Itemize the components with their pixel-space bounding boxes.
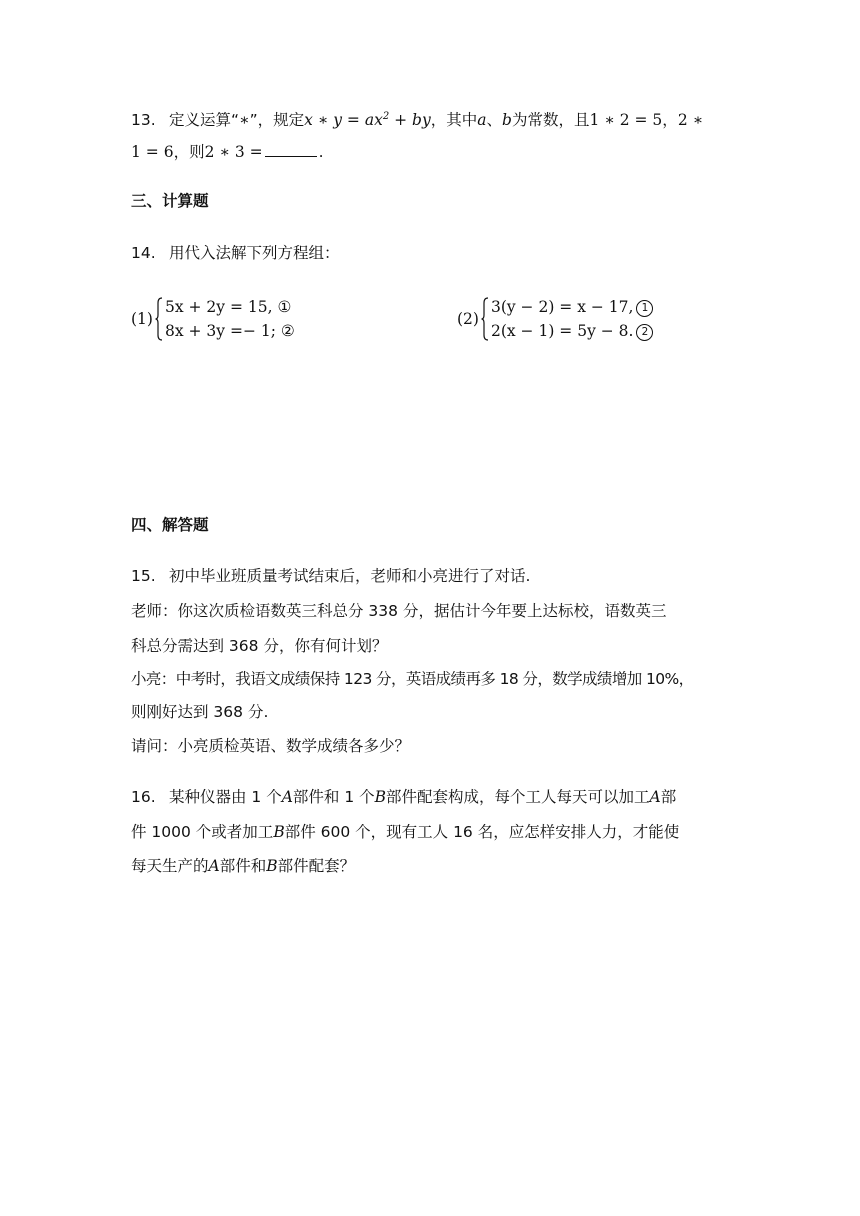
- question-15-line-2: 老师：你这次质检语数英三科总分 338 分，据估计今年要上达标校，语数英三: [131, 602, 667, 620]
- question-14-line: 14. 用代入法解下列方程组：: [131, 244, 340, 262]
- circled-one-icon: 1: [636, 300, 653, 317]
- question-15-line-6: 请问：小亮质检英语、数学成绩各多少？: [131, 737, 411, 755]
- question-16-number: 16.: [131, 788, 156, 806]
- question-16-line-3: 每天生产的A部件和B部件配套？: [131, 857, 356, 875]
- question-16-line-1: 16. 某种仪器由 1 个A部件和 1 个B部件配套构成，每个工人每天可以加工A部: [131, 788, 677, 806]
- operation-definition: x ∗ $y = ax^2$ + by: [304, 111, 431, 130]
- question-13-line-1: 13. 定义运算“∗”，规定x ∗ $y = ax^2$ + by，其中a、b为常数，且1 ∗ 2 = 5，2 ∗: [131, 111, 704, 130]
- system-2-equation-1: 3(y − 2) = x − 17, 1: [491, 295, 654, 319]
- question-15-number: 15.: [131, 567, 156, 585]
- system-2-equation-2: 2(x − 1) = 5y − 8. 2: [491, 319, 654, 343]
- question-16-line-2: 件 1000 个或者加工B部件 600 个，现有工人 16 名，应怎样安排人力，才能使: [131, 823, 680, 841]
- left-brace-icon: [155, 297, 163, 341]
- question-13-number: 13.: [131, 111, 156, 130]
- question-15-line-5: 则刚好达到 368 分.: [131, 703, 269, 721]
- equation-system-2: (2) 3(y − 2) = x − 17, 1 2(x − 1) = 5y − 8. 2: [457, 295, 653, 343]
- question-14-number: 14.: [131, 244, 156, 262]
- left-brace-icon: [481, 297, 489, 341]
- section-4-heading: 四、解答题: [131, 516, 209, 534]
- question-15-line-3: 科总分需达到 368 分，你有何计划？: [131, 637, 388, 655]
- question-15-line-1: 15. 初中毕业班质量考试结束后，老师和小亮进行了对话.: [131, 567, 531, 585]
- equation-system-1: (1) 5x + 2y = 15, ① 8x + 3y =− 1; ②: [131, 295, 295, 343]
- question-15-line-4: 小亮：中考时，我语文成绩保持 123 分，英语成绩再多 18 分，数学成绩增加 10%，: [131, 670, 694, 688]
- system-1-equation-2: 8x + 3y =− 1; ②: [164, 322, 295, 340]
- circled-two-icon: 2: [636, 324, 653, 341]
- system-1-equation-1: 5x + 2y = 15, ①: [164, 298, 292, 316]
- question-13-line-2: 1 = 6，则2 ∗ 3 = .: [131, 143, 324, 161]
- answer-blank[interactable]: [265, 142, 317, 157]
- section-3-heading: 三、计算题: [131, 192, 209, 210]
